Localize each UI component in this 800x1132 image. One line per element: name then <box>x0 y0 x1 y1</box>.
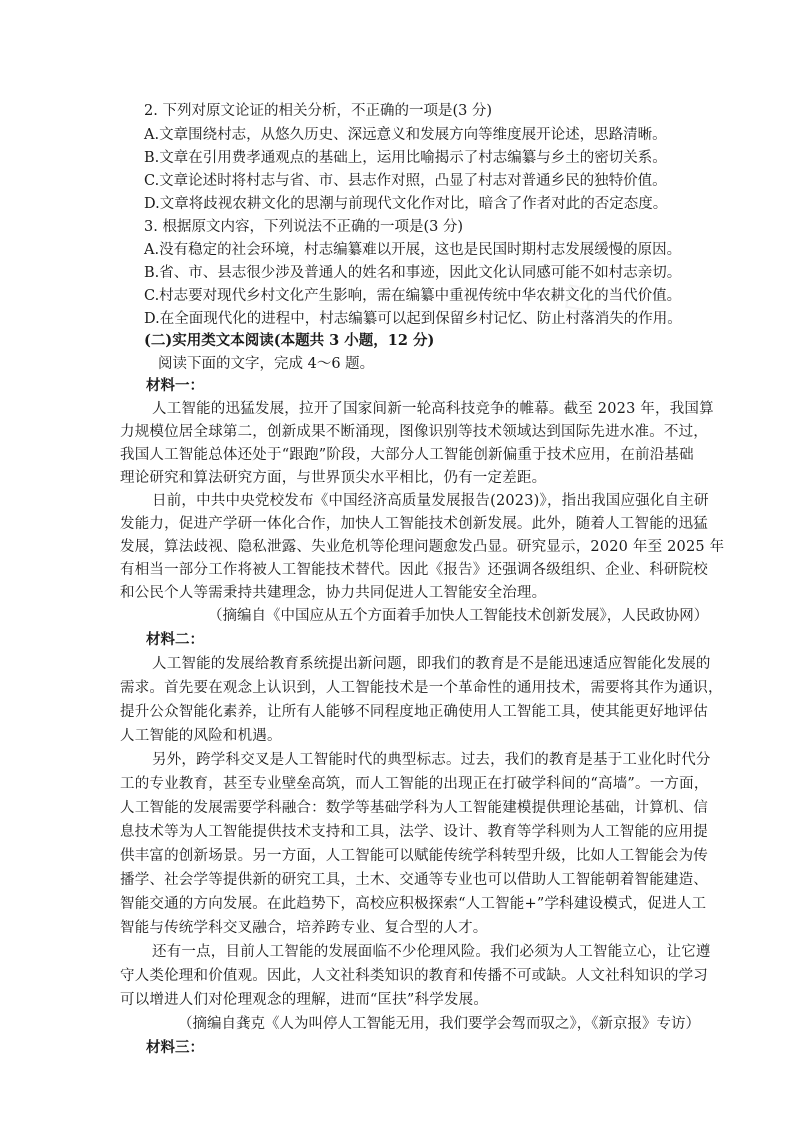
question-2-stem: 2. 下列对原文论证的相关分析，不正确的一项是(3 分) <box>144 103 493 119</box>
question-3-stem: 3. 根据原文内容，下列说法不正确的一项是(3 分) <box>144 219 464 235</box>
material-2-line: 播学、社会学等提供新的研究工具，土木、交通等专业也可以借助人工智能朝着智能建造、 <box>120 872 708 888</box>
material-2-line: 还有一点，目前人工智能的发展面临不少伦理风险。我们必须为人工智能立心，让它遵 <box>152 944 711 960</box>
question-3-option-b: B.省、市、县志很少涉及普通人的姓名和事迹，因此文化认同感可能不如村志亲切。 <box>144 265 682 281</box>
material-2-line: 守人类伦理和价值观。因此，人文社科类知识的教育和传播不可或缺。人文社科知识的学习 <box>120 968 708 984</box>
material-1-line: 理论研究和算法研究方面，与世界顶尖水平相比，仍有一定差距。 <box>120 470 547 486</box>
question-3-option-c: C.村志要对现代乡村文化产生影响，需在编纂中重视传统中华农耕文化的当代价值。 <box>144 288 682 304</box>
question-3-option-a: A.没有稳定的社会环境，村志编纂难以开展，这也是民国时期村志发展缓慢的原因。 <box>144 242 682 258</box>
question-2-option-c: C.文章论述时将村志与省、市、县志作对照，凸显了村志对普通乡民的独特价值。 <box>144 173 667 189</box>
material-2-line: 需求。首先要在观念上认识到，人工智能技术是一个革命性的通用技术，需要将其作为通识， <box>120 680 723 696</box>
material-1-line: 我国人工智能总体还处于“跟跑”阶段，大部分人工智能创新偏重于技术应用，在前沿基础 <box>120 447 694 463</box>
material-1-line: 日前，中共中央党校发布《中国经济高质量发展报告(2023)》，指出我国应强化自主研 <box>152 493 709 509</box>
material-2-line: 另外，跨学科交叉是人工智能时代的典型标志。过去，我们的教育是基于工业化时代分 <box>152 752 711 768</box>
material-1-line: 发展，算法歧视、隐私泄露、失业危机等伦理问题愈发凸显。研究显示，2020 年至 2025 年 <box>120 539 725 555</box>
material-2-label: 材料二： <box>146 631 204 648</box>
material-1-line: 人工智能的迅猛发展，拉开了国家间新一轮高科技竞争的帷幕。截至 2023 年，我国算 <box>152 401 714 417</box>
material-2-line: 人工智能的风险和机遇。 <box>120 728 282 744</box>
material-2-line: 息技术等为人工智能提供技术支持和工具，法学、设计、教育等学科则为人工智能的应用提 <box>120 824 708 840</box>
material-1-label: 材料一： <box>146 377 204 394</box>
material-1-line: 发能力，促进产学研一体化合作，加快人工智能技术创新发展。此外，随着人工智能的迅猛 <box>120 516 708 532</box>
section-instruction: 阅读下面的文字，完成 4～6 题。 <box>158 356 375 372</box>
question-2-option-d: D.文章将歧视农耕文化的思潮与前现代文化作对比，暗含了作者对此的否定态度。 <box>144 196 668 212</box>
material-2-line: 智能交通的方向发展。在此趋势下，高校应积极探索“人工智能+”学科建设模式，促进人工 <box>120 896 707 912</box>
material-1-line: 有相当一部分工作将被人工智能技术替代。因此《报告》还强调各级组织、企业、科研院校 <box>120 562 708 578</box>
question-2-option-b: B.文章在引用费孝通观点的基础上，运用比喻揭示了村志编纂与乡土的密切关系。 <box>144 150 667 166</box>
question-3-option-d: D.在全面现代化的进程中，村志编纂可以起到保留乡村记忆、防止村落消失的作用。 <box>144 311 682 327</box>
material-2-line: 人工智能的发展需要学科融合：数学等基础学科为人工智能建模提供理论基础，计算机、信 <box>120 800 708 816</box>
material-2-line: 工的专业教育，甚至专业壁垒高筑，而人工智能的出现正在打破学科间的“高墙”。一方面， <box>120 776 709 792</box>
material-2-line: 人工智能的发展给教育系统提出新问题，即我们的教育是不是能迅速适应智能化发展的 <box>152 656 711 672</box>
section-heading: (二)实用类文本阅读(本题共 3 小题，12 分) <box>144 332 435 349</box>
material-1-line: 力规模位居全球第二，创新成果不断涌现，图像识别等技术领域达到国际先进水准。不过， <box>120 424 708 440</box>
material-1-source: （摘编自《中国应从五个方面着手加快人工智能技术创新发展》，人民政协网） <box>208 608 709 624</box>
question-2-option-a: A.文章围绕村志，从悠久历史、深远意义和发展方向等维度展开论述，思路清晰。 <box>144 127 667 143</box>
material-2-source: （摘编自龚克《人为叫停人工智能无用，我们要学会驾而驭之》，《新京报》专访） <box>178 1016 700 1032</box>
material-2-line: 提升公众智能化素养，让所有人能够不同程度地正确使用人工智能工具，使其能更好地评估 <box>120 704 708 720</box>
material-2-line: 可以增进人们对伦理观念的理解，进而“匡扶”科学发展。 <box>120 992 489 1008</box>
material-1-line: 和公民个人等需秉持共建理念，协力共同促进人工智能安全治理。 <box>120 585 547 601</box>
material-2-line: 供丰富的创新场景。另一方面，人工智能可以赋能传统学科转型升级，比如人工智能会为传 <box>120 848 708 864</box>
material-3-label: 材料三： <box>146 1039 204 1056</box>
material-2-line: 智能与传统学科交叉融合，培养跨专业、复合型的人才。 <box>120 920 488 936</box>
